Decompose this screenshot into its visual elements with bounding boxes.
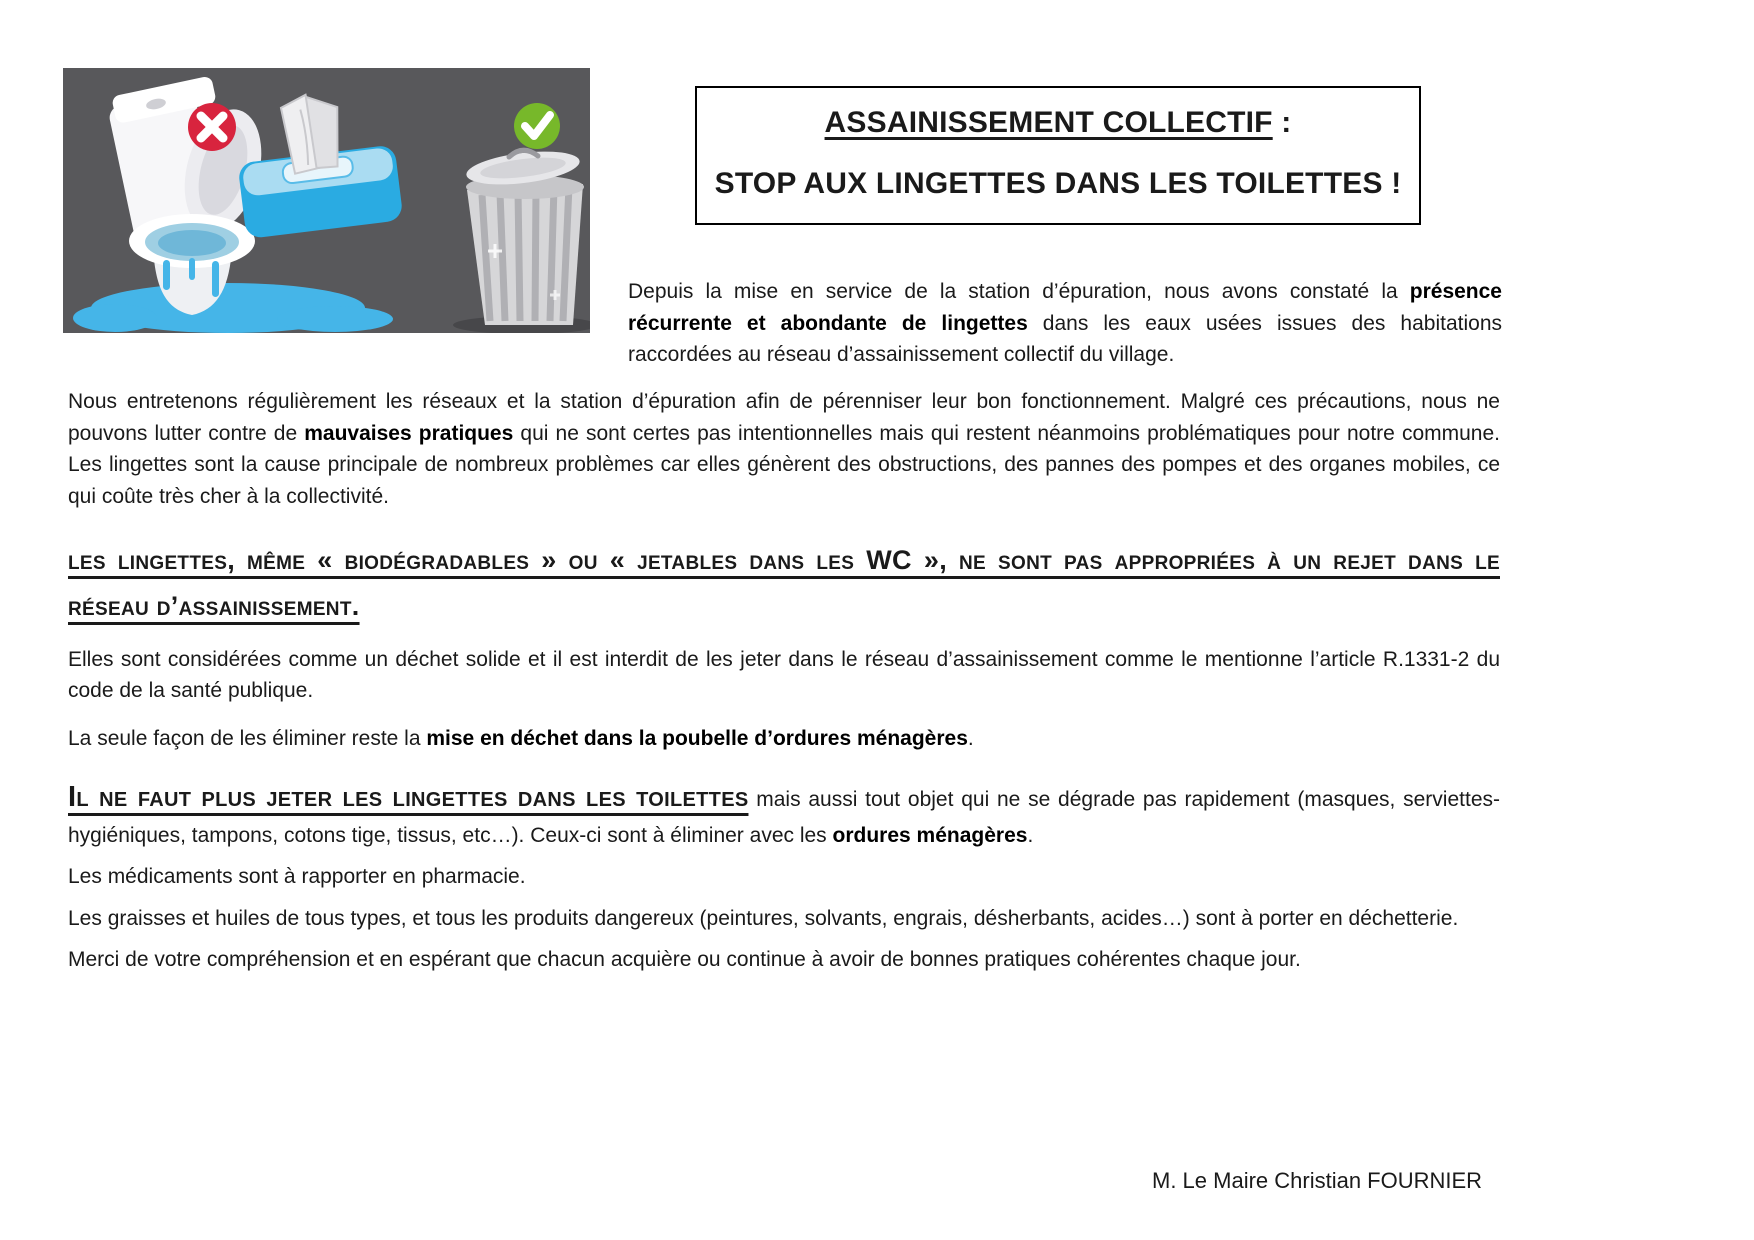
no-flush-bold: ordures ménagères — [832, 823, 1028, 847]
check-icon — [514, 103, 560, 149]
disposal-paragraph — [68, 723, 1500, 755]
heading-no-wipes-in-network — [68, 538, 1500, 630]
grease-paragraph: Les graisses et huiles de tous types, et tous les produits dangereux (peintures, solvants, engrais, désherbants, acides…) sont à porter en déchetterie. — [68, 906, 1459, 930]
mayor-signature: M. Le Maire Christian FOURNIER — [1152, 1168, 1483, 1193]
heading-no-wipes-text: les lingettes, même « biodégradables » ou « jetables dans les WC », ne sont pas appropriées à un rejet dans le réseau d’assainissement. — [68, 545, 1500, 621]
thanks-paragraph: Merci de votre compréhension et en espérant que chacun acquière ou continue à avoir de bonnes pratiques cohérentes chaque jour. — [68, 948, 1301, 972]
intro-text-pre: Depuis la mise en service de la station d’épuration, nous avons constaté la — [628, 280, 1410, 303]
title-box — [695, 86, 1421, 225]
disposal-bold: mise en déchet dans la poubelle d’ordures ménagères — [426, 726, 968, 750]
intro-paragraph — [628, 276, 1502, 371]
main-body — [68, 386, 1500, 976]
medicines-paragraph: Les médicaments sont à rapporter en pharmacie. — [68, 865, 526, 889]
page-subtitle: STOP AUX LINGETTES DANS LES TOILETTES ! — [714, 167, 1402, 200]
page-title-colon: : — [1272, 106, 1292, 139]
page-title — [707, 106, 1409, 140]
no-flush-paragraph — [68, 776, 1500, 851]
solid-waste-paragraph: Elles sont considérées comme un déchet solide et il est interdit de les jeter dans le réseau d’assainissement comme le mentionne l’article R.1331-2 du code de la santé publique. — [68, 647, 1500, 703]
maintenance-post: qui ne sont certes pas intentionnelles mais qui restent néanmoins problématiques pour notre commune. Les lingettes sont la cause principale de nombreux problèmes car elles génèrent des obstructions, des pannes des pompes et des organes mobiles, ce qui coûte très cher à la collectivité. — [68, 421, 1501, 508]
no-flush-mid: mais aussi tout objet qui ne se dégrade pas rapidement (masques, serviettes-hygiéniques, tampons, cotons tige, tissus, etc…). Ceux-ci sont à éliminer avec les — [68, 788, 1500, 847]
disposal-pre: La seule façon de les éliminer reste la — [68, 726, 427, 750]
maintenance-bold: mauvaises pratiques — [304, 421, 514, 445]
forbidden-x-icon — [188, 103, 236, 151]
maintenance-paragraph — [68, 386, 1500, 512]
heading-no-flush-lead: Il ne faut plus jeter les lingettes dans les toilettes — [68, 781, 749, 814]
disposal-post: . — [967, 726, 974, 750]
maintenance-pre: Nous entretenons régulièrement les réseaux et la station d’épuration afin de pérenniser leur bon fonctionnement. Malgré ces précautions, nous ne pouvons lutter contre de — [68, 390, 1500, 445]
intro-text-post: dans les eaux usées issues des habitations raccordées au réseau d’assainissement collectif du village. — [628, 311, 1502, 366]
intro-text-bold: présence récurrente et abondante de lingettes — [628, 280, 1502, 335]
wipes-notice-illustration — [63, 68, 590, 333]
page-title-text: ASSAINISSEMENT COLLECTIF — [824, 106, 1273, 139]
no-flush-post: . — [1027, 823, 1034, 847]
